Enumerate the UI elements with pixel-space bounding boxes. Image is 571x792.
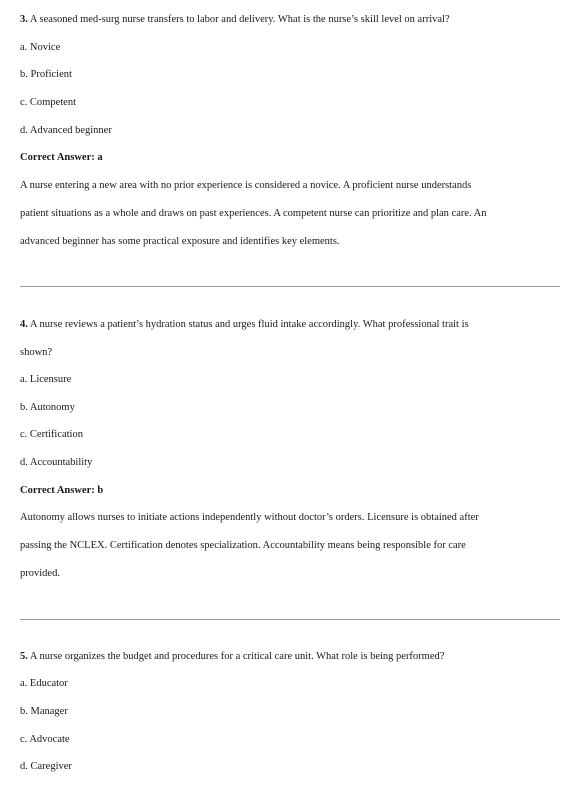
option-c: c. Competent xyxy=(20,97,76,108)
question-3-stem xyxy=(20,13,450,27)
question-text: A nurse reviews a patient’s hydration status and urges fluid intake accordingly. What professional trait is xyxy=(29,319,469,330)
option-b: b. Proficient xyxy=(20,69,72,80)
option-d: d. Caregiver xyxy=(20,761,72,772)
question-4-stem xyxy=(20,318,469,332)
question-number: 3. xyxy=(20,14,28,25)
question-number: 5. xyxy=(20,651,28,662)
question-5-stem xyxy=(20,650,444,664)
option-d: d. Advanced beginner xyxy=(20,125,112,136)
option-c: c. Advocate xyxy=(20,734,70,745)
question-text-continued: shown? xyxy=(20,347,53,358)
option-b: b. Autonomy xyxy=(20,402,75,413)
divider xyxy=(20,619,560,620)
question-number: 4. xyxy=(20,319,28,330)
correct-answer: Correct Answer: b xyxy=(20,485,104,496)
correct-answer: Correct Answer: a xyxy=(20,152,103,163)
option-a: a. Licensure xyxy=(20,374,72,385)
rationale-line: provided. xyxy=(20,568,60,579)
option-d: d. Accountability xyxy=(20,457,93,468)
rationale-line: patient situations as a whole and draws on past experiences. A competent nurse can prioritize and plan care. An xyxy=(20,208,487,219)
rationale-line: advanced beginner has some practical exposure and identifies key elements. xyxy=(20,236,340,247)
rationale-line: Autonomy allows nurses to initiate actions independently without doctor’s orders. Licensure is obtained after xyxy=(20,512,479,523)
divider xyxy=(20,286,560,287)
option-b: b. Manager xyxy=(20,706,68,717)
option-a: a. Novice xyxy=(20,42,61,53)
option-a: a. Educator xyxy=(20,678,68,689)
rationale-line: passing the NCLEX. Certification denotes specialization. Accountability means being responsible for care xyxy=(20,540,466,551)
question-text: A seasoned med-surg nurse transfers to labor and delivery. What is the nurse’s skill level on arrival? xyxy=(29,14,450,25)
question-text: A nurse organizes the budget and procedures for a critical care unit. What role is being performed? xyxy=(29,651,445,662)
rationale-line: A nurse entering a new area with no prior experience is considered a novice. A proficient nurse understands xyxy=(20,180,472,191)
option-c: c. Certification xyxy=(20,429,83,440)
